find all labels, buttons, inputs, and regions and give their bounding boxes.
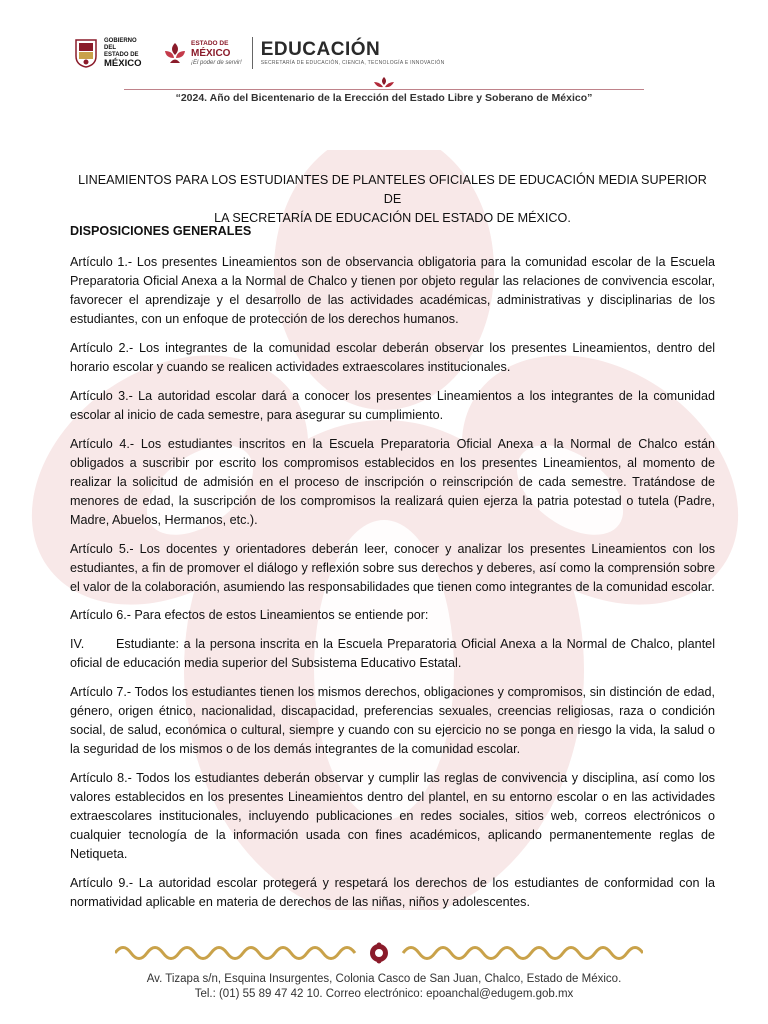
definition-number: IV.: [70, 637, 85, 652]
document-body: [70, 253, 715, 922]
section-heading: DISPOSICIONES GENERALES: [70, 224, 252, 238]
article-paragraph: Artículo 1.- Los presentes Lineamientos son de observancia obligatoria para la comunidad escolar de la Escuela Preparatoria Oficial Anexa a la Normal de Chalco y tienen por objeto regular las relaciones de convivencia escolar, favorecer el aprendizaje y el desarrollo de las actividades académicas, administrativas y disciplinarias de los estudiantes, con un enfoque de protección de los derechos humanos.: [70, 255, 715, 327]
document-title: LINEAMIENTOS PARA LOS ESTUDIANTES DE PLANTELES OFICIALES DE EDUCACIÓN MEDIA SUPERIOR DE LA SECRETARÍA DE EDUCACIÓN DEL ESTADO DE MÉXICO.: [78, 173, 707, 225]
year-motto: “2024. Año del Bicentenario de la Erección del Estado Libre y Soberano de México”: [175, 92, 593, 104]
article-paragraph: Artículo 6.- Para efectos de estos Lineamientos se entiende por:: [70, 608, 429, 623]
article-paragraph: Artículo 7.- Todos los estudiantes tienen los mismos derechos, obligaciones y compromisos, sin distinción de edad, género, origen étnico, nacionalidad, discapacidad, preferencias sexuales, creencias religiosas, raza o condición social, de salud, económica o cultural, siempre y cuando con su ejercicio no se ponga en riesgo la vida, la salud o la seguridad de los mismos o de los demás integrantes de la comunidad escolar.: [70, 684, 715, 757]
article-paragraph: Artículo 4.- Los estudiantes inscritos en la Escuela Preparatoria Oficial Anexa a la Normal de Chalco están obligados a suscribir por escrito los compromisos establecidos en los presentes Lineamientos, al momento de realizar la solicitud de admisión en el proceso de inscripción o reinscripción de cada semestre. Tratándose de menores de edad, la suscripción de los compromisos la realizará quien ejerza la patria potestad o tutela (Padre, Madre, Abuelos, Hermanos, etc.).: [70, 436, 715, 527]
address-line: Av. Tizapa s/n, Esquina Insurgentes, Colonia Casco de San Juan, Chalco, Estado de México.: [146, 973, 622, 985]
state-coat-of-arms-icon: [74, 38, 98, 68]
government-label: GOBIERNO DEL ESTADO DE MÉXICO: [104, 37, 142, 69]
article-paragraph: Artículo 8.- Todos los estudiantes deberán observar y cumplir las reglas de convivencia y disciplina, así como los valores establecidos en los presentes Lineamientos dentro del plantel, en su entorno escolar o en las actividades extraescolares institucionales, incluyendo publicaciones en redes sociales, sitios web, correos electrónicos o cualquier tecnología de la información usada con fines académicos, aplicando permanentemente reglas de Netiqueta.: [70, 770, 715, 862]
header-logos: [74, 36, 444, 70]
definition-text: Estudiante: a la persona inscrita en la Escuela Preparatoria Oficial Anexa a la Normal de Chalco, plantel oficial de educación media superior del Subsistema Educativo Estatal.: [70, 637, 715, 671]
footer-ornament-band: [115, 942, 643, 964]
education-logo: EDUCACIÓN SECRETARÍA DE EDUCACIÓN, CIENCIA, TECNOLOGÍA E INNOVACIÓN: [260, 39, 445, 66]
edomex-flower-icon: [162, 41, 188, 65]
definition-item: [70, 635, 715, 673]
article-paragraph: Artículo 5.- Los docentes y orientadores deberán leer, conocer y analizar los presentes Lineamientos con los estudiantes, a fin de promover el diálogo y reflexión sobre sus derechos y deberes, así como la comprensión sobre el valor de la colaboración, asumiendo las responsabilidades que tienen como integrantes de la comunidad escolar.: [70, 541, 715, 594]
header-flower-icon: [369, 76, 399, 90]
article-paragraph: Artículo 3.- La autoridad escolar dará a conocer los presentes Lineamientos a los integrantes de la comunidad escolar al inicio de cada semestre, para asegurar su cumplimiento.: [70, 388, 715, 422]
header-divider: [252, 37, 253, 69]
footer-address: [0, 972, 768, 1002]
contact-line: Tel.: (01) 55 89 47 42 10. Correo electrónico: epoanchal@edugem.gob.mx: [194, 988, 574, 1000]
article-paragraph: Artículo 9.- La autoridad escolar protegerá y respetará los derechos de los estudiantes de conformidad con la normatividad aplicable en materia de derechos de las niñas, niños y adolescentes.: [70, 875, 715, 910]
article-paragraph: Artículo 2.- Los integrantes de la comunidad escolar deberán observar los presentes Lineamientos, dentro del horario escolar y cuando se realicen actividades extraescolares institucionales.: [70, 340, 715, 375]
edomex-logo: ESTADO DE MÉXICO ¡El poder de servir!: [162, 40, 242, 67]
motto-divider: [124, 89, 644, 90]
